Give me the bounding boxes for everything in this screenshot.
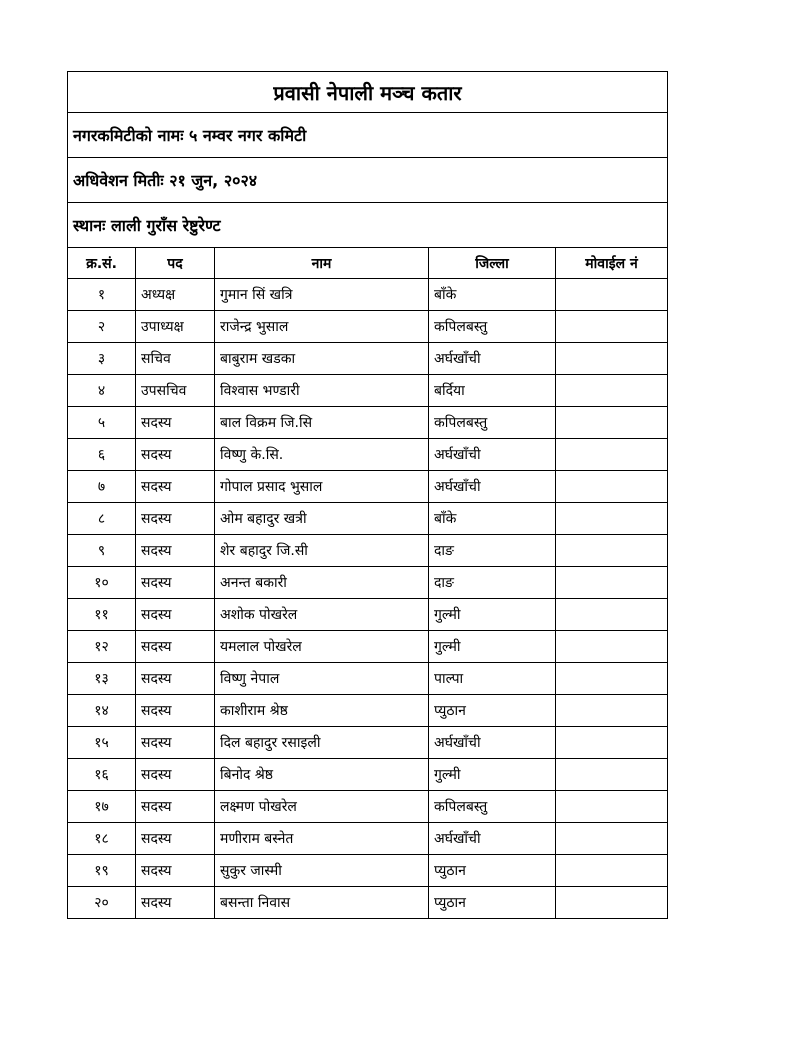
district-cell: प्युठान <box>429 695 556 727</box>
member-name-cell: गुमान सिं खत्रि <box>215 279 429 311</box>
table-row <box>68 471 668 503</box>
member-name-cell: दिल बहादुर रसाइली <box>215 727 429 759</box>
district-cell: प्युठान <box>429 887 556 919</box>
serial-number-cell: ८ <box>68 503 136 535</box>
committee-sheet <box>67 71 667 919</box>
district-cell: दाङ <box>429 567 556 599</box>
serial-number-cell: १ <box>68 279 136 311</box>
post-cell: अध्यक्ष <box>136 279 215 311</box>
mobile-cell <box>556 695 668 727</box>
convention-date: अधिवेशन मितीः २१ जुन, २०२४ <box>68 158 668 203</box>
mobile-cell <box>556 887 668 919</box>
serial-number-cell: १७ <box>68 791 136 823</box>
table-row <box>68 343 668 375</box>
document-title: प्रवासी नेपाली मञ्च कतार <box>68 72 668 113</box>
column-header-name: नाम <box>215 248 429 279</box>
post-cell: सदस्य <box>136 567 215 599</box>
serial-number-cell: ५ <box>68 407 136 439</box>
committee-table <box>67 71 668 919</box>
member-name-cell: मणीराम बस्नेत <box>215 823 429 855</box>
post-cell: सदस्य <box>136 695 215 727</box>
member-name-cell: अशोक पोखरेल <box>215 599 429 631</box>
district-cell: गुल्मी <box>429 631 556 663</box>
table-row <box>68 695 668 727</box>
serial-number-cell: ११ <box>68 599 136 631</box>
member-name-cell: शेर बहादुर जि.सी <box>215 535 429 567</box>
table-row <box>68 407 668 439</box>
convention-date-row <box>68 158 668 203</box>
table-row <box>68 375 668 407</box>
post-cell: सदस्य <box>136 791 215 823</box>
serial-number-cell: १० <box>68 567 136 599</box>
district-cell: कपिलबस्तु <box>429 791 556 823</box>
serial-number-cell: २ <box>68 311 136 343</box>
post-cell: सदस्य <box>136 823 215 855</box>
district-cell: दाङ <box>429 535 556 567</box>
serial-number-cell: १८ <box>68 823 136 855</box>
member-name-cell: गोपाल प्रसाद भुसाल <box>215 471 429 503</box>
serial-number-cell: १५ <box>68 727 136 759</box>
mobile-cell <box>556 439 668 471</box>
district-cell: अर्घखाँची <box>429 823 556 855</box>
serial-number-cell: १२ <box>68 631 136 663</box>
mobile-cell <box>556 279 668 311</box>
post-cell: सचिव <box>136 343 215 375</box>
title-row <box>68 72 668 113</box>
district-cell: अर्घखाँची <box>429 471 556 503</box>
district-cell: पाल्पा <box>429 663 556 695</box>
serial-number-cell: २० <box>68 887 136 919</box>
district-cell: अर्घखाँची <box>429 727 556 759</box>
column-header-mobile: मोवाईल नं <box>556 248 668 279</box>
table-row <box>68 727 668 759</box>
post-cell: उपसचिव <box>136 375 215 407</box>
table-row <box>68 631 668 663</box>
mobile-cell <box>556 631 668 663</box>
post-cell: सदस्य <box>136 631 215 663</box>
member-name-cell: विष्णु नेपाल <box>215 663 429 695</box>
serial-number-cell: ७ <box>68 471 136 503</box>
district-cell: प्युठान <box>429 855 556 887</box>
mobile-cell <box>556 375 668 407</box>
member-name-cell: अनन्त बकारी <box>215 567 429 599</box>
table-row <box>68 823 668 855</box>
post-cell: सदस्य <box>136 503 215 535</box>
serial-number-cell: १४ <box>68 695 136 727</box>
member-name-cell: बाल विक्रम जि.सि <box>215 407 429 439</box>
district-cell: गुल्मी <box>429 599 556 631</box>
mobile-cell <box>556 535 668 567</box>
venue: स्थानः लाली गुराँस रेष्टुरेण्ट <box>68 203 668 248</box>
member-name-cell: यमलाल पोखरेल <box>215 631 429 663</box>
mobile-cell <box>556 503 668 535</box>
table-row <box>68 855 668 887</box>
post-cell: सदस्य <box>136 759 215 791</box>
post-cell: सदस्य <box>136 663 215 695</box>
mobile-cell <box>556 471 668 503</box>
district-cell: बाँके <box>429 279 556 311</box>
mobile-cell <box>556 663 668 695</box>
member-name-cell: विश्वास भण्डारी <box>215 375 429 407</box>
member-name-cell: बिनोद श्रेष्ठ <box>215 759 429 791</box>
member-name-cell: विष्णु के.सि. <box>215 439 429 471</box>
venue-row <box>68 203 668 248</box>
serial-number-cell: ४ <box>68 375 136 407</box>
post-cell: सदस्य <box>136 887 215 919</box>
district-cell: कपिलबस्तु <box>429 311 556 343</box>
post-cell: सदस्य <box>136 407 215 439</box>
table-row <box>68 887 668 919</box>
district-cell: अर्घखाँची <box>429 439 556 471</box>
column-header-district: जिल्ला <box>429 248 556 279</box>
district-cell: बाँके <box>429 503 556 535</box>
serial-number-cell: १९ <box>68 855 136 887</box>
district-cell: बर्दिया <box>429 375 556 407</box>
table-row <box>68 311 668 343</box>
serial-number-cell: १३ <box>68 663 136 695</box>
district-cell: अर्घखाँची <box>429 343 556 375</box>
table-row <box>68 567 668 599</box>
post-cell: सदस्य <box>136 471 215 503</box>
column-header-sn: क्र.सं. <box>68 248 136 279</box>
mobile-cell <box>556 343 668 375</box>
mobile-cell <box>556 311 668 343</box>
post-cell: सदस्य <box>136 855 215 887</box>
mobile-cell <box>556 759 668 791</box>
table-row <box>68 599 668 631</box>
serial-number-cell: १६ <box>68 759 136 791</box>
mobile-cell <box>556 791 668 823</box>
mobile-cell <box>556 567 668 599</box>
post-cell: सदस्य <box>136 439 215 471</box>
mobile-cell <box>556 855 668 887</box>
committee-name-row <box>68 113 668 158</box>
post-cell: सदस्य <box>136 599 215 631</box>
member-name-cell: ओम बहादुर खत्री <box>215 503 429 535</box>
member-name-cell: बाबुराम खडका <box>215 343 429 375</box>
table-row <box>68 791 668 823</box>
table-row <box>68 439 668 471</box>
table-row <box>68 279 668 311</box>
table-row <box>68 759 668 791</box>
mobile-cell <box>556 823 668 855</box>
mobile-cell <box>556 407 668 439</box>
member-name-cell: काशीराम श्रेष्ठ <box>215 695 429 727</box>
member-name-cell: लक्ष्मण पोखरेल <box>215 791 429 823</box>
serial-number-cell: ९ <box>68 535 136 567</box>
header-row <box>68 248 668 279</box>
post-cell: उपाध्यक्ष <box>136 311 215 343</box>
serial-number-cell: ६ <box>68 439 136 471</box>
column-header-post: पद <box>136 248 215 279</box>
table-row <box>68 535 668 567</box>
member-name-cell: बसन्ता निवास <box>215 887 429 919</box>
mobile-cell <box>556 727 668 759</box>
committee-name: नगरकमिटीको नामः ५ नम्वर नगर कमिटी <box>68 113 668 158</box>
district-cell: गुल्मी <box>429 759 556 791</box>
post-cell: सदस्य <box>136 727 215 759</box>
table-row <box>68 503 668 535</box>
member-name-cell: राजेन्द्र भुसाल <box>215 311 429 343</box>
mobile-cell <box>556 599 668 631</box>
district-cell: कपिलबस्तु <box>429 407 556 439</box>
table-row <box>68 663 668 695</box>
post-cell: सदस्य <box>136 535 215 567</box>
member-name-cell: सुकुर जास्मी <box>215 855 429 887</box>
serial-number-cell: ३ <box>68 343 136 375</box>
